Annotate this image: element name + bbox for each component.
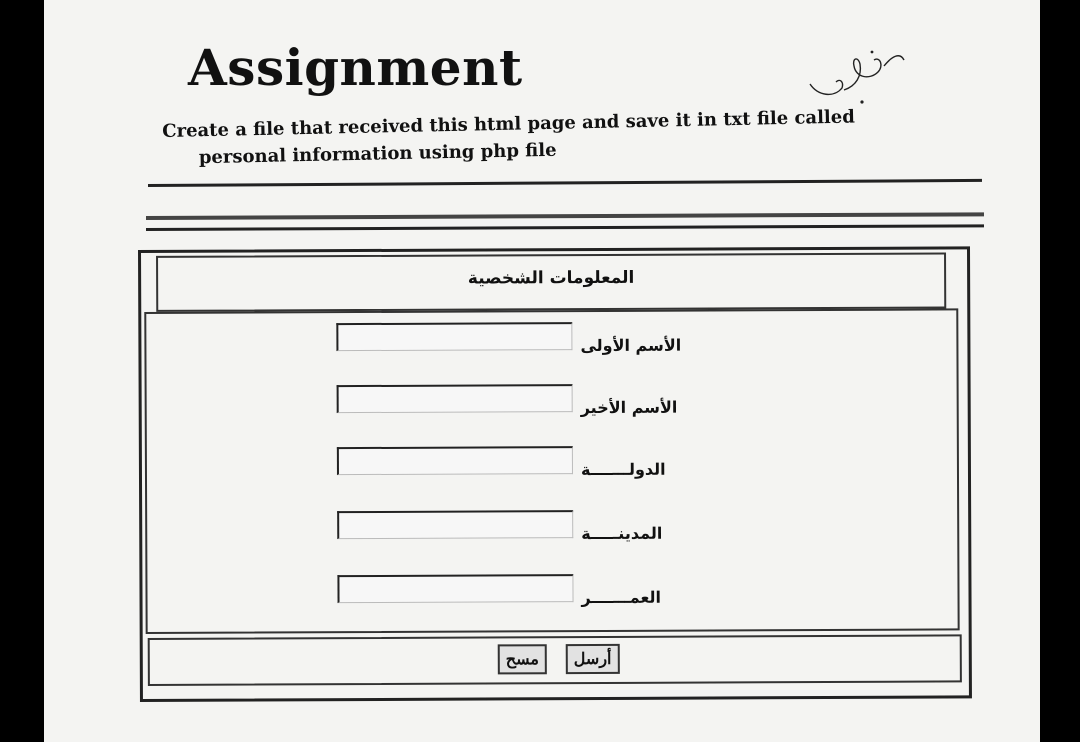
last-name-label: الأسم الأخير — [580, 397, 678, 418]
field-row-age — [337, 574, 697, 610]
city-input[interactable] — [337, 510, 573, 539]
last-name-input[interactable] — [337, 384, 573, 413]
form-fields-panel — [144, 308, 959, 634]
handwritten-signature — [800, 42, 910, 112]
age-label: العمـــــــر — [581, 587, 662, 608]
personal-info-form — [138, 246, 972, 702]
instruction-line-2: personal information using php file — [198, 139, 557, 169]
form-button-bar — [148, 634, 962, 686]
country-input[interactable] — [337, 446, 573, 475]
field-row-last-name — [337, 384, 697, 420]
instruction-line-1: Create a file that received this html page and save it in txt file called — [162, 106, 856, 142]
field-row-country — [337, 446, 697, 482]
field-row-city — [337, 510, 697, 546]
age-input[interactable] — [337, 574, 573, 603]
document-title: Assignment — [188, 38, 523, 97]
reset-button[interactable]: مسح — [498, 644, 547, 674]
country-label: الدولـــــــة — [580, 459, 666, 480]
form-title: المعلومات الشخصية — [467, 267, 635, 289]
field-row-first-name — [336, 322, 696, 358]
form-header — [156, 252, 946, 311]
first-name-label: الأسم الأولى — [580, 335, 682, 356]
submit-button[interactable]: أرسل — [566, 644, 620, 674]
first-name-input[interactable] — [336, 322, 572, 351]
city-label: المدينـــــة — [581, 523, 663, 544]
